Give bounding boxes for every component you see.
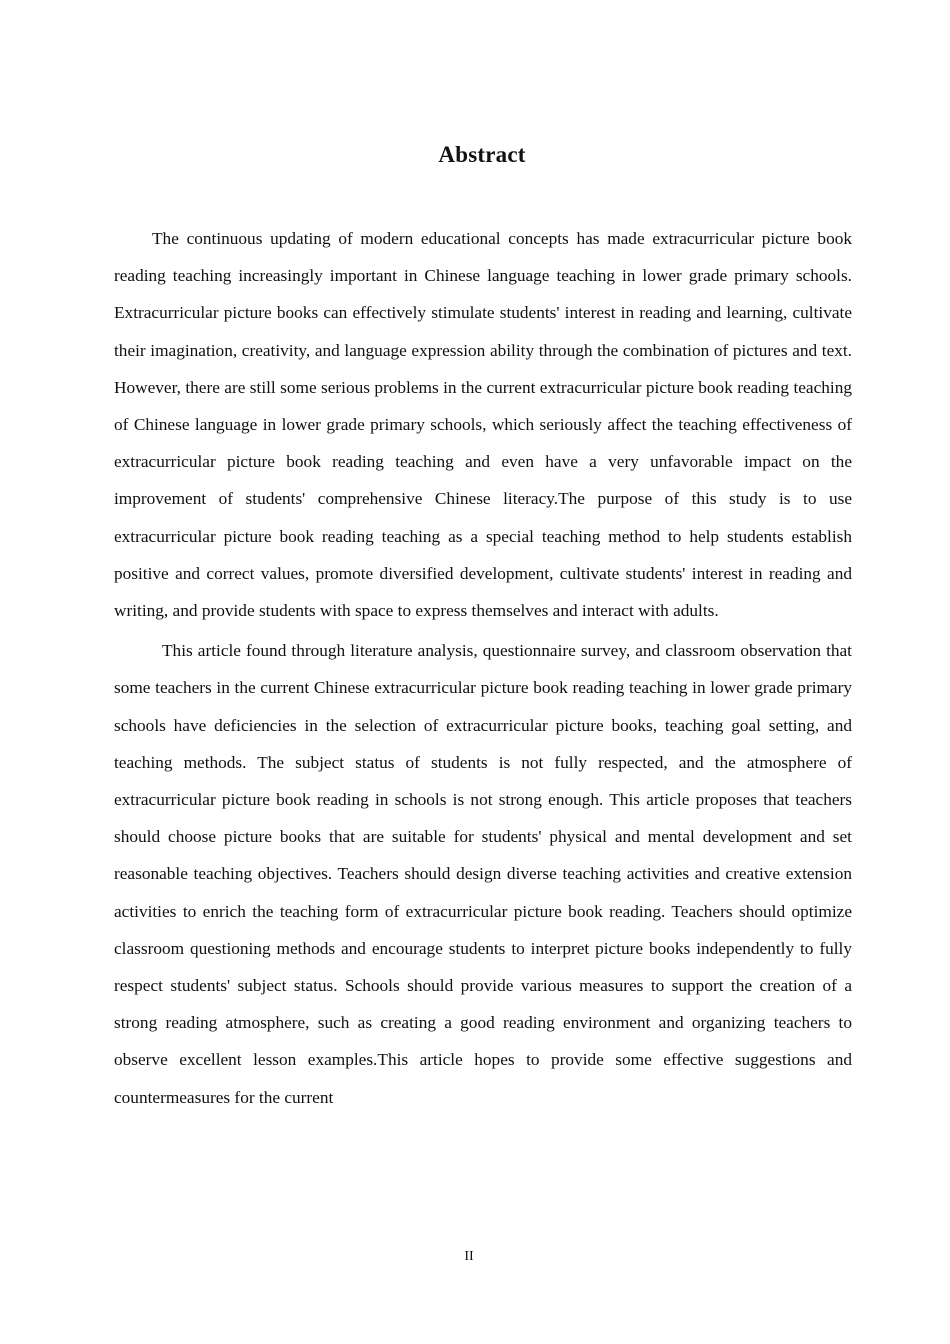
page-title: Abstract: [438, 142, 526, 168]
abstract-paragraph-1: The continuous updating of modern educational concepts has made extracurricular picture book reading teaching increasingly important in Chinese language teaching in lower grade primary schools. Extracurricular picture books can effectively stimulate students' interest in reading and learning, cultivate their imagination, creativity, and language expression ability through the combination of pictures and text. However, there are still some serious problems in the current extracurricular picture book reading teaching of Chinese language in lower grade primary schools, which seriously affect the teaching effectiveness of extracurricular picture book reading teaching and even have a very unfavorable impact on the improvement of students' comprehensive Chinese literacy.The purpose of this study is to use extracurricular picture book reading teaching as a special teaching method to help students establish positive and correct values, promote diversified development, cultivate students' interest in reading and writing, and provide students with space to express themselves and interact with adults.: [114, 229, 852, 621]
page-number: II: [464, 1249, 474, 1264]
abstract-body: [114, 220, 852, 1116]
abstract-paragraph-2: This article found through literature analysis, questionnaire survey, and classroom observation that some teachers in the current Chinese extracurricular picture book reading teaching in lower grade primary schools have deficiencies in the selection of extracurricular picture books, teaching goal setting, and teaching methods. The subject status of students is not fully respected, and the atmosphere of extracurricular picture book reading in schools is not strong enough. This article proposes that teachers should choose picture books that are suitable for students' physical and mental development and set reasonable teaching objectives. Teachers should design diverse teaching activities and creative extension activities to enrich the teaching form of extracurricular picture book reading. Teachers should optimize classroom questioning methods and encourage students to interpret picture books independently to fully respect students' subject status. Schools should provide various measures to support the creation of a strong reading atmosphere, such as creating a good reading environment and organizing teachers to observe excellent lesson examples.This article hopes to provide some effective suggestions and countermeasures for the current: [114, 641, 852, 1107]
